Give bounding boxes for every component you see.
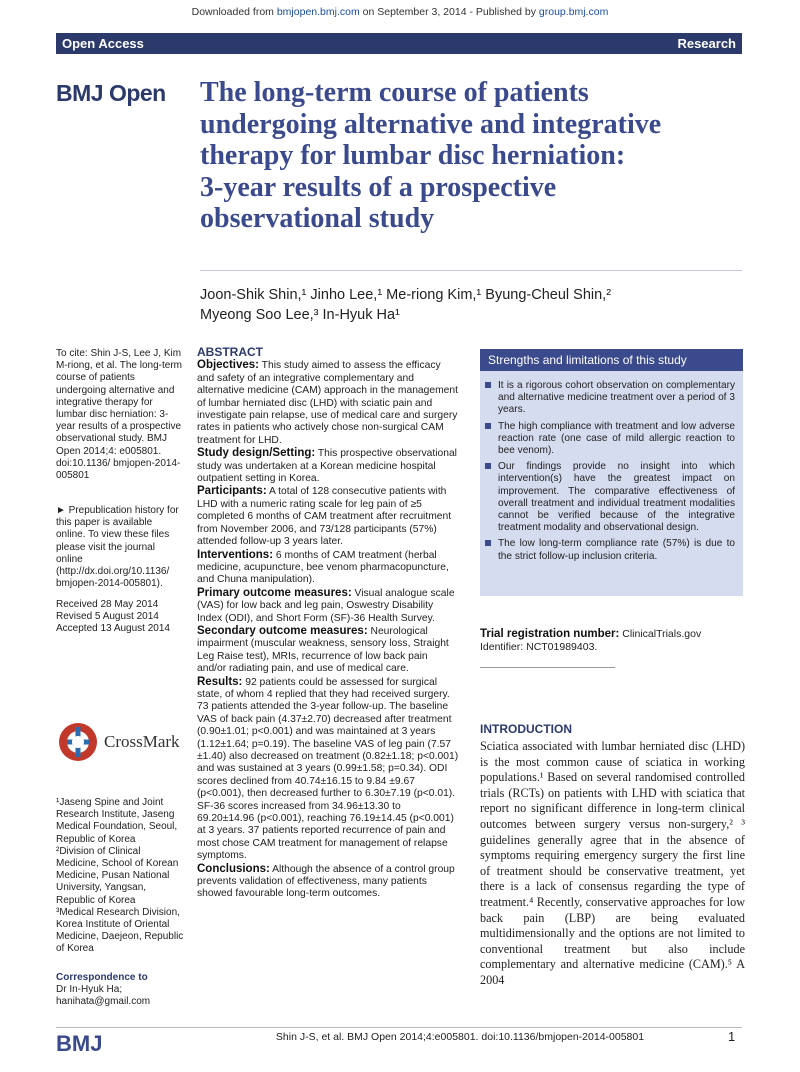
- correspondence-text[interactable]: Dr In-Hyuk Ha; hanihata@gmail.com: [56, 984, 151, 1008]
- abstract-design: Study design/Setting: This prospective observational study was undertaken at a Korean medicine hospital outpatient setting in Korea.: [197, 447, 457, 485]
- dates-block: [56, 599, 184, 636]
- header-section: Research: [677, 36, 736, 51]
- square-bullet-icon: [485, 423, 491, 429]
- square-bullet-icon: [485, 463, 491, 469]
- abstract-secondary-outcomes: Secondary outcome measures: Neurological impairment (muscular weakness, sensory loss, Straight Leg Raise test), MRIs, recurrence of low back pain and/or radiating pain, and use of medical care.: [197, 624, 449, 675]
- header-bar: [56, 33, 742, 54]
- author-list: [200, 285, 740, 325]
- affiliation-3: ³Medical Research Division, Korea Institute of Oriental Medicine, Daejeon, Republic of Korea: [56, 906, 184, 955]
- site-link[interactable]: bmjopen.bmj.com: [276, 6, 360, 18]
- correspondence: [56, 972, 184, 1009]
- square-bullet-icon: [485, 540, 491, 546]
- crossmark-label: CrossMark: [104, 732, 180, 751]
- page-number: 1: [728, 1029, 736, 1044]
- strengths-list: [480, 371, 743, 563]
- square-bullet-icon: [485, 382, 491, 388]
- title-line: 3-year results of a prospective: [200, 171, 557, 203]
- strengths-item: Our findings provide no insight into which intervention(s) have the greatest impact on improvement. The comparative effectiveness of overall treatment and individual treatment modalities cannot be verified because of the integrative treatment modality and observational design.: [498, 461, 735, 534]
- author-line: Joon-Shik Shin,¹ Jinho Lee,¹ Me-riong Kim,¹ Byung-Cheul Shin,²: [200, 287, 612, 303]
- footer-divider: [56, 1027, 742, 1028]
- introduction-text: Sciatica associated with lumbar herniated disc (LHD) is the most common cause of sciatica in working populations.¹ Based on several randomised controlled trials (RCTs) on patients with LHD with sciatica that report no significant difference in long-term clinical outcomes between surgery versus non-surgery,² ³ guidelines generally agree that in the absence of symptoms requiring emergency surgery the first line of treatment should be conservative treatment, yet there is a lack of consensus regarding the type of treatment.⁴ Recently, conservative approaches for low back pain (LBP) are being evaluated multidimensionally and the options are not limited to conventional treatment but also include complementary and alternative medicine (CAM).⁵ A 2004: [480, 739, 745, 987]
- revised-date: Revised 5 August 2014: [56, 611, 159, 623]
- abstract-interventions: Interventions: 6 months of CAM treatment (herbal medicine, acupuncture, bee venom pharmacopuncture, and Chuna manipulation).: [197, 548, 449, 586]
- trial-label: Trial registration number:: [480, 628, 620, 640]
- correspondence-label: Correspondence to: [56, 972, 148, 983]
- abstract-results: Results: 92 patients could be assessed for surgical state, of whom 4 replied that they had received surgery. 73 patients attended the 3-year follow-up. The baseline VAS of back pain (4.37±2.70) decreased after treatment (0.90±1.01; p<0.001) and was maintained at 3 years (1.12±1.64; p=0.19). The baseline VAS of leg pain (7.57 ±1.40) also decreased on treatment (0.82±1.18; p<0.001) and was sustained at 3 years (0.99±1.58; p=0.34). ODI scores declined from 40.74±16.15 to 9.84 ±9.67 (p<0.001), then decreased further to 6.30±7.19 (p<0.01). SF-36 scores increased from 34.96±13.30 to 69.20±14.96 (p<0.001), reaching 76.19±14.45 (p<0.001) at 3 years. 37 patients reported recurrence of pain and most chose CAM treatment for management of relapse symptoms.: [197, 675, 459, 862]
- title-line: observational study: [200, 203, 435, 234]
- affiliations: [56, 797, 184, 956]
- received-date: Received 28 May 2014: [56, 599, 159, 610]
- introduction-heading: INTRODUCTION: [480, 722, 572, 736]
- journal-logo: BMJ Open: [56, 80, 166, 106]
- prepub-text[interactable]: ► Prepublication history for this paper is available online. To view these files please visit the journal online (http://dx.doi.org/10.1136/ bmjopen-2014-005801).: [56, 505, 179, 590]
- abstract-primary-outcomes: Primary outcome measures: Visual analogue scale (VAS) for low back and leg pain, Oswestry Disability Index (ODI), and Short Form (SF)-36 Health Survey.: [197, 586, 455, 624]
- prepublication-note: [56, 505, 184, 590]
- affiliation-2: ²Division of Clinical Medicine, School of Korean Medicine, Pusan National University, Yangsan, Republic of Korea: [56, 845, 179, 906]
- trial-divider: [480, 667, 615, 668]
- affiliation-1: ¹Jaseng Spine and Joint Research Institute, Jaseng Medical Foundation, Seoul, Republic of Korea: [56, 797, 178, 845]
- abstract-heading: ABSTRACT: [197, 345, 263, 359]
- strengths-item: It is a rigorous cohort observation on complementary and alternative medicine treatment over a period of 3 years.: [498, 380, 735, 417]
- strengths-item: The high compliance with treatment and low adverse reaction rate (one case of mild allergic reaction to bee venom).: [498, 421, 735, 458]
- abstract-participants: Participants: A total of 128 consecutive patients with LHD with a numeric rating scale for leg pain of ≥5 completed 6 months of CAM treatment after recruitment from November 2006, and 73/128 participants (57%) attended follow-up 3 years later.: [197, 485, 452, 548]
- crossmark-badge[interactable]: [56, 717, 186, 769]
- trial-text: ClinicalTrials.gov Identifier: NCT01989403.: [480, 628, 702, 653]
- article-title: [200, 77, 745, 235]
- title-line: therapy for lumbar disc herniation:: [200, 140, 626, 171]
- citation-block: [56, 348, 184, 482]
- trial-registration: [480, 628, 745, 654]
- footer-logo: BMJ: [56, 1031, 103, 1056]
- group-link[interactable]: group.bmj.com: [538, 6, 609, 18]
- abstract-conclusions: Conclusions: Although the absence of a control group prevents validation of effectiveness, many patients showed favourable long-term outcomes.: [197, 862, 455, 900]
- title-divider: [200, 270, 742, 271]
- strengths-box: [480, 349, 743, 596]
- accepted-date: Accepted 13 August 2014: [56, 623, 170, 635]
- title-line: The long-term course of patients: [200, 77, 589, 108]
- strengths-item: The low long-term compliance rate (57%) is due to the strict follow-up inclusion criteria.: [498, 538, 735, 562]
- header-open-access: Open Access: [62, 36, 144, 51]
- strengths-heading: Strengths and limitations of this study: [480, 349, 743, 371]
- author-line: Myeong Soo Lee,³ In-Hyuk Ha¹: [200, 307, 400, 323]
- download-note: Downloaded from bmjopen.bmj.com on September 3, 2014 - Published by group.bmj.com: [191, 6, 609, 18]
- abstract-objectives: Objectives: This study aimed to assess the efficacy and safety of an integrative complementary and alternative medicine (CAM) approach in the management of lumbar herniated disc (LHD) with sciatic pain and investigate pain relapse, use of medical care and surgery rates in patients who actively chose non-surgical CAM treatment for LHD.: [197, 359, 458, 446]
- citation-text: To cite: Shin J-S, Lee J, Kim M-riong, et al. The long-term course of patients undergoing alternative and integrative therapy for lumbar disc herniation: 3-year results of a prospective observational study. BMJ Open 2014;4: e005801. doi:10.1136/ bmjopen-2014-005801: [56, 348, 182, 482]
- footer-citation: Shin J-S, et al. BMJ Open 2014;4:e005801. doi:10.1136/bmjopen-2014-005801: [275, 1031, 645, 1043]
- title-line: undergoing alternative and integrative: [200, 108, 662, 140]
- abstract: [197, 346, 459, 901]
